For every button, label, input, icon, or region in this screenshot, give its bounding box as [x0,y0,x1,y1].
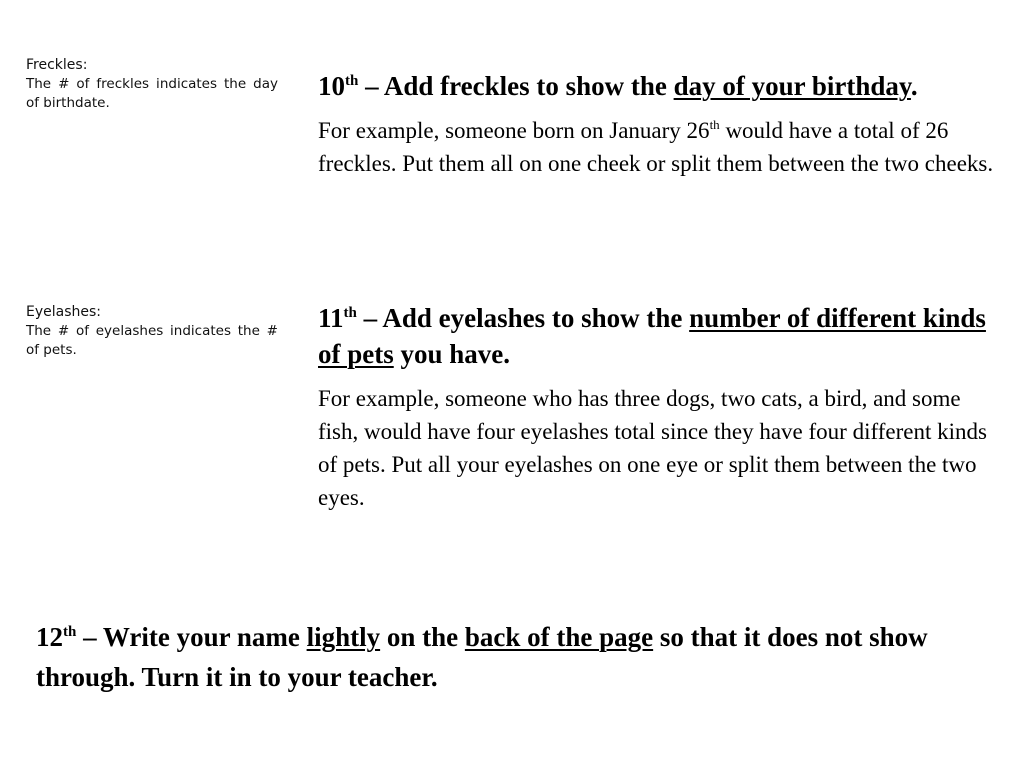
step-ordinal: th [63,624,77,640]
step-11-example: For example, someone who has three dogs, two cats, a bird, and some fish, would have four eyelashes total since they have four different kinds of pets. Put all your eyelashes on one eye or split them between the two eyes. [318,386,987,510]
example-text: For example, someone born on January 26 [318,118,710,143]
step-10 [318,68,998,180]
example-text: would have a total of 26 freckles. Put them all on one cheek or split them between the two cheeks. [318,118,994,176]
eyelashes-note-label: Eyelashes: [26,304,102,320]
step-number: 12 [36,622,63,652]
step-heading-text: so that it does not show through. Turn it in to your teacher. [36,622,928,692]
step-ordinal: th [345,73,359,89]
freckles-note [26,56,278,113]
step-heading-text: on the [380,622,465,652]
step-number: 11 [318,303,344,333]
step-12 [36,617,996,697]
step-heading-text: . [910,71,918,101]
step-heading-text: you have. [393,339,511,369]
step-number: 10 [318,71,345,101]
step-heading-text: – Add eyelashes to show the [356,303,690,333]
step-11 [318,300,998,514]
step-10-example [318,114,998,180]
step-heading-emphasis: day of your birthday [673,71,911,101]
freckles-note-text: The # of freckles indicates the day of birthdate. [26,76,278,111]
step-heading-text: – Add freckles to show the [358,71,674,101]
freckles-note-label: Freckles: [26,57,88,73]
step-heading-emphasis: back of the page [464,622,654,652]
step-ordinal: th [343,305,357,321]
step-heading-emphasis: lightly [306,622,381,652]
step-heading-emphasis: number of different kinds of pets [318,303,986,369]
step-11-heading [318,300,998,372]
step-heading-text: – Write your name [76,622,307,652]
eyelashes-note-text: The # of eyelashes indicates the # of pets. [26,323,278,358]
example-ordinal: th [709,117,720,132]
step-10-heading [318,68,998,104]
step-12-heading [36,617,996,697]
eyelashes-note [26,303,278,360]
